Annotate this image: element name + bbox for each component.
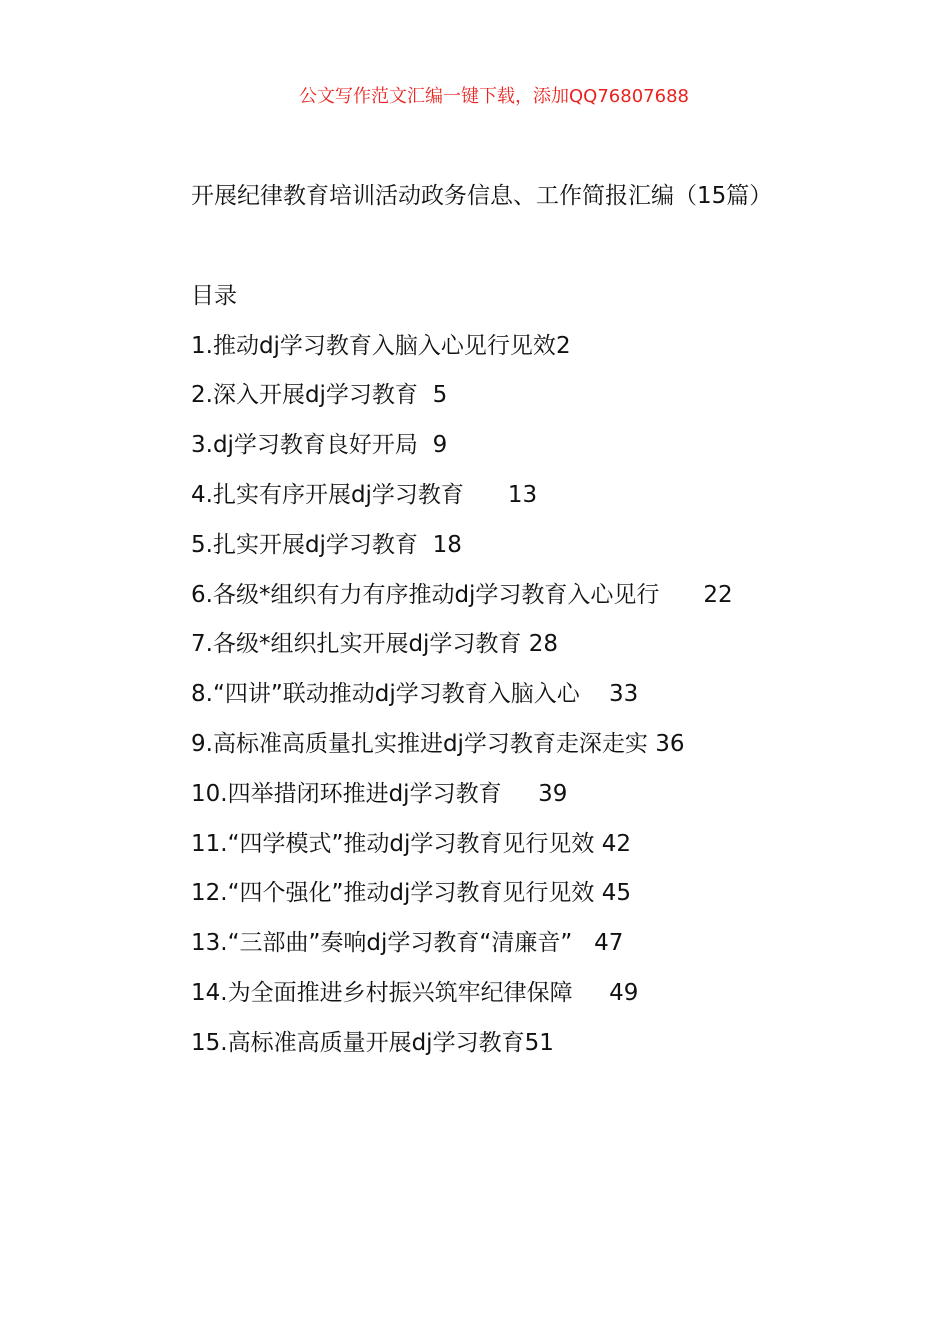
toc-item: [191, 876, 733, 926]
toc-item: [191, 378, 733, 428]
toc-heading: 目录: [191, 283, 237, 309]
toc-item-label: 9.高标准高质量扎实推进dj学习教育走深走实: [191, 730, 648, 757]
toc-item: [191, 329, 733, 379]
toc-item-label: 15.高标准高质量开展dj学习教育: [191, 1029, 525, 1056]
document-title: 开展纪律教育培训活动政务信息、工作简报汇编（15篇）: [191, 183, 773, 209]
toc-item-page: 9: [432, 432, 448, 459]
toc-item-label: 14.为全面推进乡村振兴筑牢纪律保障: [191, 979, 573, 1006]
toc-item: [191, 528, 733, 578]
toc-item-page: 39: [538, 780, 568, 807]
toc-item: [191, 777, 733, 827]
toc-item-label: 8.“四讲”联动推动dj学习教育入脑入心: [191, 681, 580, 708]
toc-item-label: 10.四举措闭环推进dj学习教育: [191, 780, 502, 807]
toc-item: [191, 478, 733, 528]
toc-item: [191, 727, 733, 777]
toc-item-label: 2.深入开展dj学习教育: [191, 382, 418, 409]
toc-item-page: 2: [555, 332, 571, 359]
toc-item: [191, 926, 733, 976]
toc-item-label: 12.“四个强化”推动dj学习教育见行见效: [191, 880, 595, 907]
toc-item-label: 1.推动dj学习教育入脑入心见行见效: [191, 332, 556, 359]
download-banner: 公文写作范文汇编一键下载，添加QQ76807688: [299, 86, 689, 107]
toc-item: [191, 677, 733, 727]
toc-item-label: 13.“三部曲”奏响dj学习教育“清廉音”: [191, 930, 573, 957]
toc-item: [191, 578, 733, 628]
toc-item-page: 28: [528, 631, 559, 658]
toc-item-page: 51: [524, 1029, 554, 1056]
toc-item-page: 42: [601, 830, 631, 857]
toc-item: [191, 976, 733, 1026]
toc-list: [191, 329, 733, 1076]
toc-item-page: 22: [703, 581, 733, 608]
toc-item-label: 6.各级*组织有力有序推动dj学习教育入心见行: [191, 581, 660, 608]
toc-item-page: 33: [609, 681, 639, 708]
toc-item-label: 4.扎实有序开展dj学习教育: [191, 481, 464, 508]
toc-item: [191, 627, 733, 677]
toc-item-page: 18: [432, 531, 462, 558]
toc-item-page: 49: [609, 979, 639, 1006]
toc-item-label: 3.dj学习教育良好开局: [191, 432, 418, 459]
toc-item-page: 36: [655, 730, 685, 757]
toc-item: [191, 428, 733, 478]
table-of-contents: [191, 279, 733, 1076]
toc-item-page: 47: [594, 930, 624, 957]
toc-item: [191, 1026, 733, 1076]
toc-item-page: 5: [432, 382, 448, 409]
toc-item: [191, 827, 733, 877]
toc-item-label: 7.各级*组织扎实开展dj学习教育: [191, 631, 522, 658]
toc-item-page: 45: [601, 880, 631, 907]
toc-item-page: 13: [507, 481, 538, 508]
toc-item-label: 11.“四学模式”推动dj学习教育见行见效: [191, 830, 595, 857]
toc-item-label: 5.扎实开展dj学习教育: [191, 531, 418, 558]
